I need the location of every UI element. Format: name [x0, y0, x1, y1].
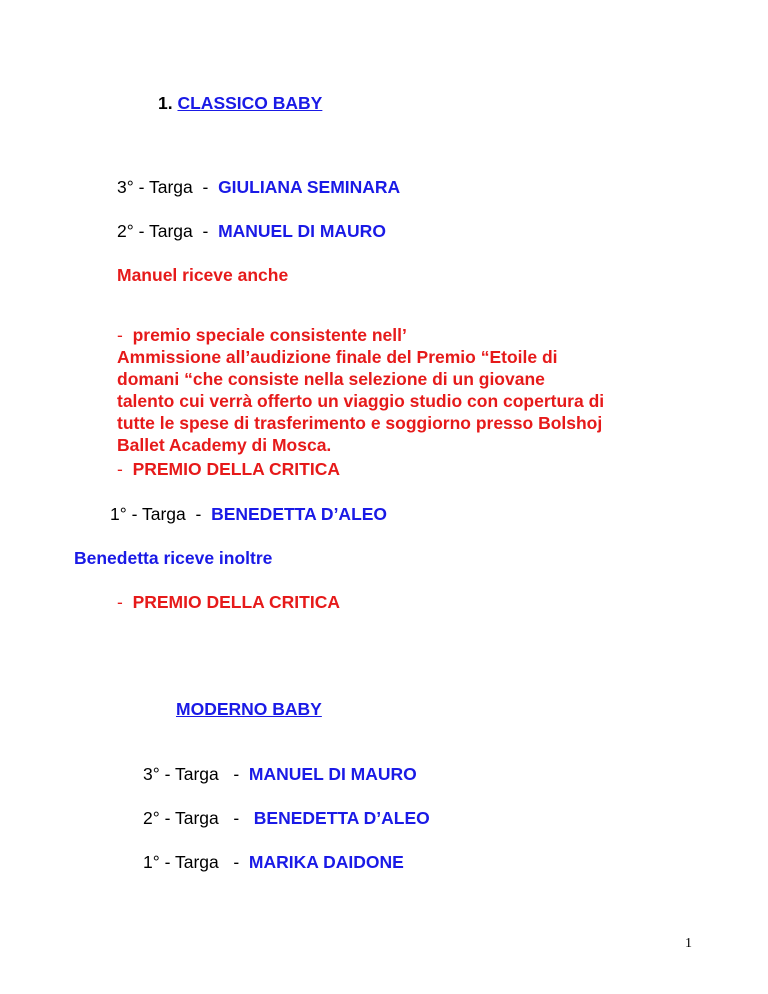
- benedetta-note: Benedetta riceve inoltre: [74, 548, 273, 568]
- place-label: 3° - Targa: [143, 764, 219, 784]
- special-prize-line-5: tutte le spese di trasferimento e soggiorno presso Bolshoj: [117, 413, 603, 433]
- place-label: 3° - Targa: [117, 177, 193, 197]
- section-title: CLASSICO BABY: [177, 93, 323, 113]
- classico-place-1: 1° - Targa - BENEDETTA D’ALEO: [110, 504, 388, 524]
- manuel-note: Manuel riceve anche: [117, 265, 289, 285]
- place-label: 2° - Targa: [117, 221, 193, 241]
- special-prize-paragraph: [117, 324, 757, 456]
- section-heading-classico: [158, 92, 322, 114]
- moderno-place-2: 2° - Targa - BENEDETTA D’ALEO: [143, 808, 430, 828]
- classico-place-3: 3° - Targa - GIULIANA SEMINARA: [117, 177, 401, 197]
- place-label: 1° - Targa: [110, 504, 186, 524]
- special-prize-line-4: talento cui verrà offerto un viaggio studio con copertura di: [117, 391, 605, 411]
- critica-prize-1: - PREMIO DELLA CRITICA: [117, 459, 340, 479]
- place-name: MANUEL DI MAURO: [248, 764, 417, 784]
- place-name: GIULIANA SEMINARA: [218, 177, 401, 197]
- moderno-place-1: 1° - Targa - MARIKA DAIDONE: [143, 852, 404, 872]
- special-prize-line-2: Ammissione all’audizione finale del Premio “Etoile di: [117, 347, 558, 367]
- classico-place-2: 2° - Targa - MANUEL DI MAURO: [117, 221, 386, 241]
- place-label: 2° - Targa: [143, 808, 219, 828]
- place-name: MANUEL DI MAURO: [218, 221, 386, 241]
- moderno-place-3: 3° - Targa - MANUEL DI MAURO: [143, 764, 417, 784]
- place-name: BENEDETTA D’ALEO: [211, 504, 388, 524]
- place-name: BENEDETTA D’ALEO: [253, 808, 430, 828]
- section-heading-moderno: MODERNO BABY: [176, 699, 322, 719]
- special-prize-line-6: Ballet Academy di Mosca.: [117, 435, 332, 455]
- special-prize-line-3: domani “che consiste nella selezione di un giovane: [117, 369, 545, 389]
- place-name: MARIKA DAIDONE: [248, 852, 404, 872]
- section-number: 1.: [158, 93, 173, 113]
- special-prize-line-1: - premio speciale consistente nell’: [117, 325, 407, 345]
- critica-prize-2: - PREMIO DELLA CRITICA: [117, 592, 340, 612]
- place-label: 1° - Targa: [143, 852, 219, 872]
- page-number: 1: [685, 936, 692, 951]
